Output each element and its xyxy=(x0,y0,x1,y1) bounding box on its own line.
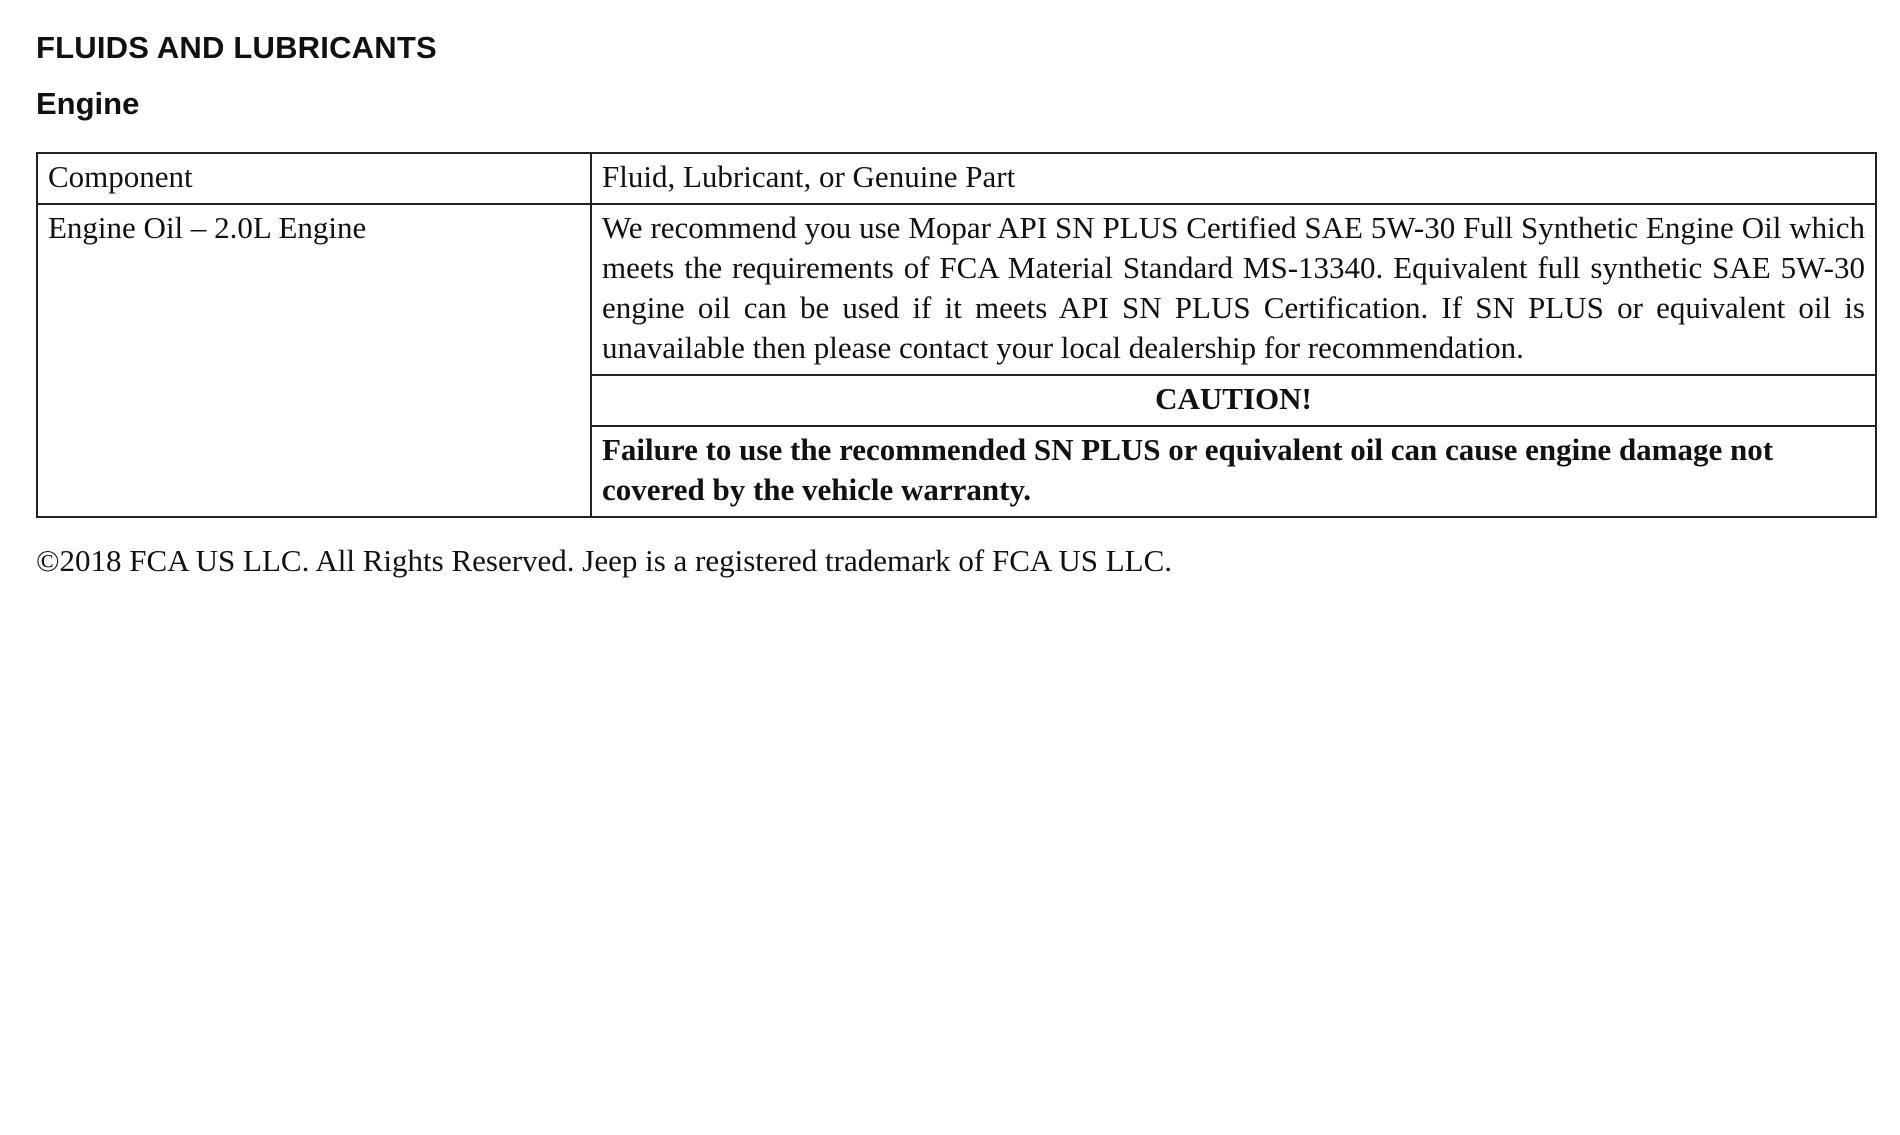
copyright-notice: ©2018 FCA US LLC. All Rights Reserved. Jeep is a registered trademark of FCA US LLC. xyxy=(36,543,1173,578)
table-header-row xyxy=(37,153,1876,204)
table-row xyxy=(37,204,1876,375)
recommendation-cell: We recommend you use Mopar API SN PLUS Certified SAE 5W-30 Full Synthetic Engine Oil which meets the requirements of FCA Material Standard MS-13340. Equivalent full synthetic SAE 5W-30 engine oil can be used if it meets API SN PLUS Certification. If SN PLUS or equivalent oil is unavailable then please contact your local dealership for recommendation. xyxy=(591,204,1876,375)
document-page xyxy=(36,30,1876,581)
header-component: Component xyxy=(37,153,591,204)
caution-title: CAUTION! xyxy=(591,375,1876,426)
component-cell: Engine Oil – 2.0L Engine xyxy=(37,204,591,517)
section-title: FLUIDS AND LUBRICANTS xyxy=(36,30,437,65)
caution-text: Failure to use the recommended SN PLUS or equivalent oil can cause engine damage not covered by the vehicle warranty. xyxy=(591,426,1876,517)
header-fluid: Fluid, Lubricant, or Genuine Part xyxy=(591,153,1876,204)
subsection-title: Engine xyxy=(36,86,140,121)
fluids-table xyxy=(36,152,1877,518)
